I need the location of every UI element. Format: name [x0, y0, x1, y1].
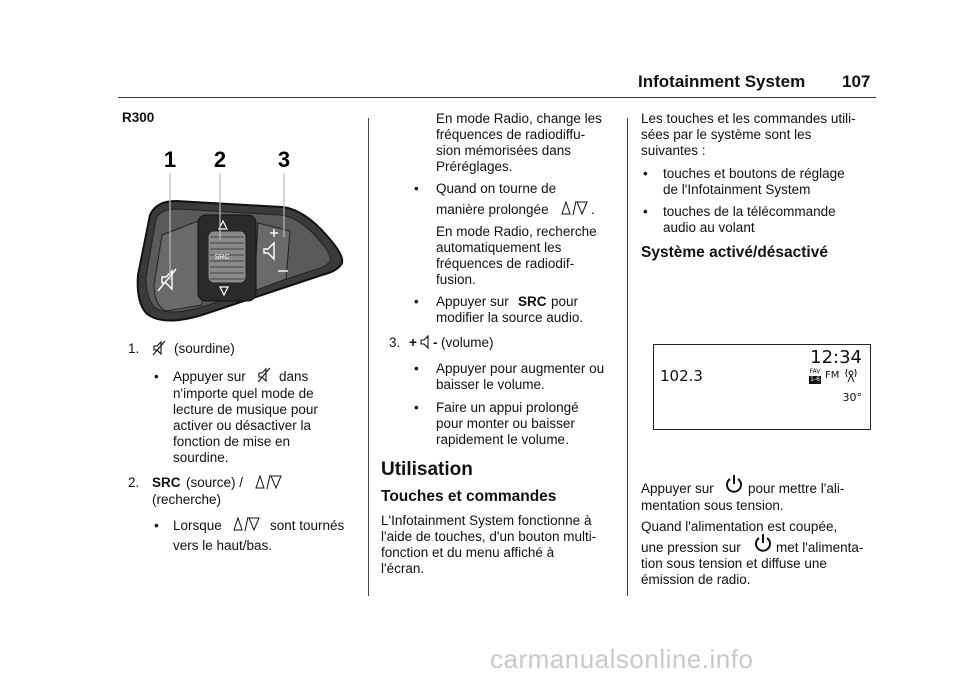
column-divider-1	[368, 118, 369, 596]
col2-line: sion mémorisées dans	[436, 143, 572, 158]
section-heading: Utilisation	[381, 459, 473, 480]
item-3-number: 3.	[389, 335, 401, 350]
item-2-bullet-end: sont tournés	[270, 518, 345, 533]
header-rule	[118, 97, 876, 98]
radio-signal-icon	[844, 367, 858, 383]
bullet-dot: •	[154, 518, 159, 533]
steering-controls-illustration	[132, 145, 350, 327]
col2-line: En mode Radio, change les	[436, 111, 602, 126]
col2-para-line: l'aide de touches, d'un bouton multi-	[381, 529, 597, 544]
col2-bullet3-line: baisser le volume.	[436, 377, 545, 392]
display-band: FM	[825, 370, 840, 381]
col3-p1-end: pour mettre l'ali-	[748, 481, 845, 496]
running-header-title: Infotainment System	[638, 72, 806, 91]
col3-intro-line: suivantes :	[641, 143, 706, 158]
col3-bullet2-line: touches de la télécommande	[663, 204, 836, 219]
radio-display	[653, 344, 871, 430]
col2-bullet2-mid: pour	[551, 294, 579, 309]
power-icon	[724, 474, 744, 494]
item-1-bullet-line: lecture de musique pour	[173, 402, 318, 417]
bullet-dot: •	[414, 361, 419, 376]
col3-p1-line: mentation sous tension.	[641, 498, 784, 513]
column-divider-2	[627, 118, 628, 596]
item-1-label: (sourdine)	[174, 341, 235, 356]
col2-line: En mode Radio, recherche	[436, 224, 597, 239]
col2-bullet1-period: .	[591, 202, 595, 217]
item-2-bullet-line: vers le haut/bas.	[173, 538, 273, 553]
col3-p1-start: Appuyer sur	[641, 481, 714, 496]
col2-para-line: fonction et du menu affiché à	[381, 545, 555, 560]
col2-bullet4-line: Faire un appui prolongé	[436, 400, 579, 415]
col3-bullet1-line: touches et boutons de réglage	[663, 166, 845, 181]
col2-bullet2-src: SRC	[518, 294, 547, 309]
item-3-minus: -	[433, 335, 438, 350]
col2-para-line: l'écran.	[381, 561, 425, 576]
col2-bullet1-line: manière prolongée	[436, 202, 549, 217]
col3-intro-line: Les touches et les commandes utili-	[641, 111, 856, 126]
bullet-dot: •	[414, 181, 419, 196]
fav-label: FAV	[809, 368, 821, 375]
col3-bullet2-line: audio au volant	[663, 220, 755, 235]
up-down-arrows-icon	[232, 516, 260, 532]
up-down-arrows-icon	[560, 200, 588, 216]
callout-1: 1	[163, 147, 177, 172]
col2-bullet1-line: Quand on tourne de	[436, 181, 557, 196]
watermark: carmanualsonline.info	[490, 644, 754, 674]
subsection-heading: Touches et commandes	[381, 488, 557, 505]
col3-p2-line: Quand l'alimentation est coupée,	[641, 519, 838, 534]
col3-p2-line: tion sous tension et diffuse une	[641, 556, 827, 571]
fav-number: 1-6	[810, 376, 820, 383]
display-frequency: 102.3	[660, 367, 703, 385]
mute-icon	[257, 367, 271, 383]
mute-icon	[152, 340, 166, 356]
bullet-dot: •	[643, 204, 648, 219]
bullet-dot: •	[414, 400, 419, 415]
col3-p2-start: une pression sur	[641, 540, 741, 555]
display-temperature: 30°	[842, 391, 862, 404]
col3-p2-end: met l'alimenta-	[776, 540, 864, 555]
power-icon	[753, 533, 773, 553]
item-1-bullet-line: n'importe quel mode de	[173, 386, 314, 401]
bullet-dot: •	[643, 166, 648, 181]
fav-badge	[809, 369, 821, 384]
col2-bullet2-line: modifier la source audio.	[436, 310, 584, 325]
item-3-label: (volume)	[441, 335, 494, 350]
col2-line: automatiquement les	[436, 240, 562, 255]
col2-bullet4-line: rapidement le volume.	[436, 432, 569, 447]
item-1-number: 1.	[128, 341, 140, 356]
item-3-plus: +	[409, 335, 417, 350]
col2-line: fréquences de radiodif-	[436, 256, 575, 271]
bullet-dot: •	[154, 369, 159, 384]
col3-p2-line: émission de radio.	[641, 572, 751, 587]
subsection-heading: Système activé/désactivé	[641, 244, 828, 261]
col2-bullet2-start: Appuyer sur	[436, 294, 509, 309]
col2-line: fréquences de radiodiffu-	[436, 127, 586, 142]
volume-icon	[420, 334, 432, 350]
item-1-bullet-line: fonction de mise en	[173, 434, 291, 449]
display-clock: 12:34	[810, 347, 862, 368]
callout-2: 2	[213, 147, 227, 172]
item-2-number: 2.	[128, 475, 140, 490]
bullet-dot: •	[414, 294, 419, 309]
item-2-label: (source) /	[186, 475, 244, 490]
item-1-bullet-start: Appuyer sur	[173, 369, 246, 384]
up-down-arrows-icon	[254, 474, 282, 490]
model-label: R300	[122, 110, 155, 125]
item-2-src: SRC	[152, 475, 181, 490]
col2-line: Préréglages.	[436, 159, 513, 174]
col3-bullet1-line: de l'Infotainment System	[663, 182, 811, 197]
col2-line: fusion.	[436, 272, 476, 287]
page-number: 107	[842, 72, 871, 91]
item-1-bullet-line: sourdine.	[173, 450, 229, 465]
callout-3: 3	[277, 147, 291, 172]
col2-para-line: L'Infotainment System fonctionne à	[381, 513, 592, 528]
item-1-bullet-end: dans	[279, 369, 309, 384]
col2-bullet3-line: Appuyer pour augmenter ou	[436, 361, 605, 376]
col3-intro-line: sées par le système sont les	[641, 127, 812, 142]
knob-src-label: SRC	[214, 254, 230, 261]
item-2-label-2: (recherche)	[152, 492, 222, 507]
col2-bullet4-line: pour monter ou baisser	[436, 416, 575, 431]
item-2-bullet-start: Lorsque	[173, 518, 222, 533]
item-1-bullet-line: activer ou désactiver la	[173, 418, 312, 433]
